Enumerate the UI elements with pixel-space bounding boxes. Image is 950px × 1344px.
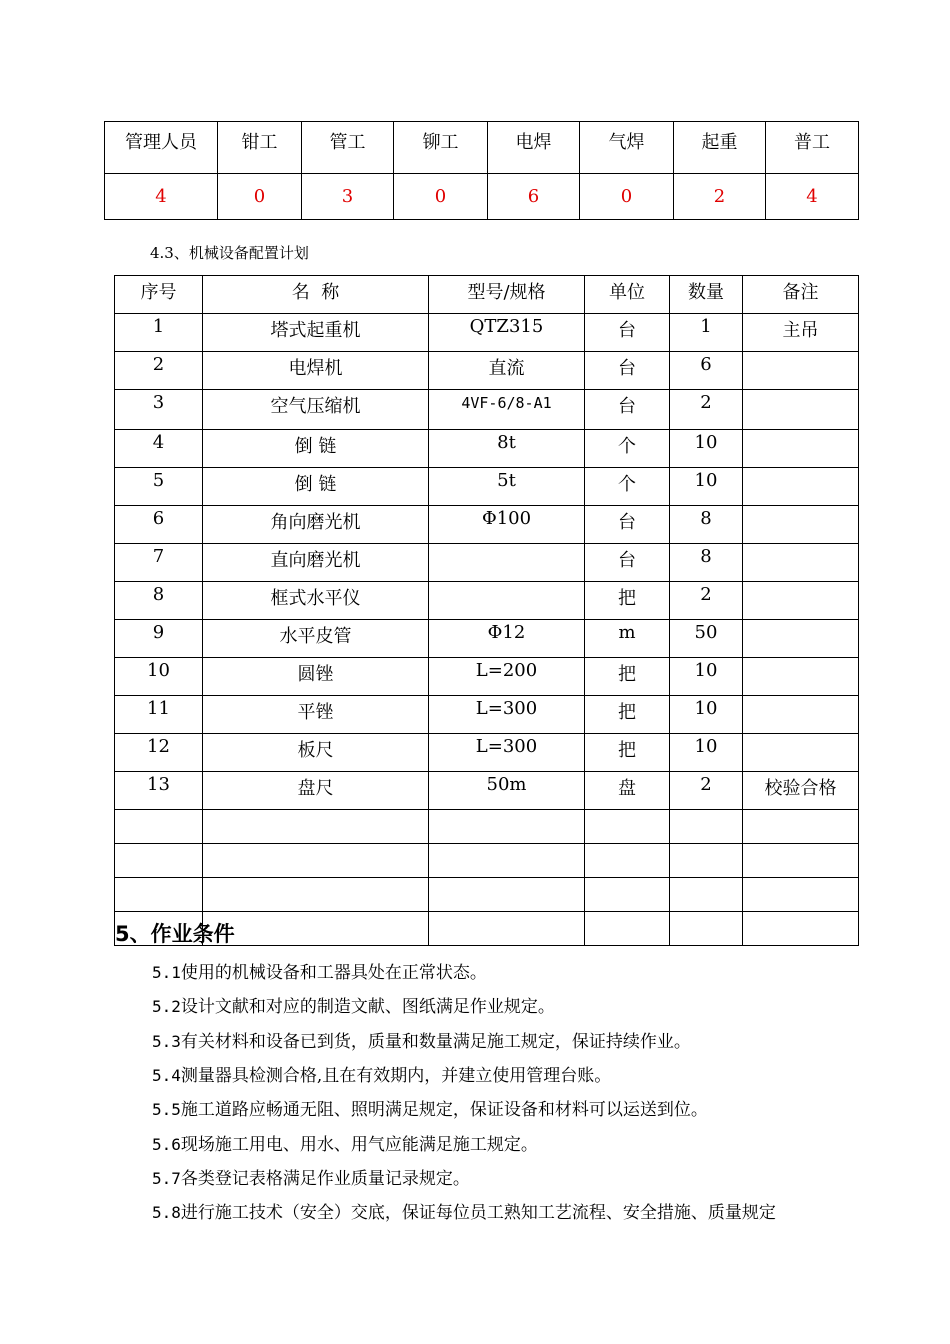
empty-table-cell [670,844,743,878]
labor-value-cell: 2 [674,174,766,220]
table-cell: L=200 [429,658,585,696]
table-row [115,314,859,352]
equipment-header-cell: 名 称 [203,276,429,314]
table-cell: 台 [585,544,670,582]
table-cell: 6 [115,506,203,544]
labor-header-cell: 气焊 [580,122,674,174]
condition-item-text: 进行施工技术（安全）交底，保证每位员工熟知工艺流程、安全措施、质量规定 [180,1203,776,1224]
table-cell: 5t [429,468,585,506]
table-cell: 校验合格 [743,772,859,810]
equipment-header-cell: 数量 [670,276,743,314]
table-row [115,544,859,582]
empty-table-cell [115,810,203,844]
table-cell: 10 [670,430,743,468]
labor-value-cell: 3 [302,174,394,220]
condition-item [152,958,487,983]
empty-table-cell [585,810,670,844]
labor-header-cell: 钳工 [218,122,302,174]
empty-table-cell [429,810,585,844]
condition-item-number: 5.7 [152,1168,181,1188]
empty-table-cell [429,844,585,878]
section-5-heading: 5、作业条件 [115,922,235,946]
equipment-header-cell: 单位 [585,276,670,314]
table-cell: 盘尺 [203,772,429,810]
table-cell: 把 [585,582,670,620]
condition-item [152,992,555,1017]
empty-table-cell [585,844,670,878]
empty-table-cell [203,810,429,844]
condition-item-number: 5.5 [152,1100,181,1120]
labor-header-cell: 管理人员 [105,122,218,174]
table-cell: 8 [115,582,203,620]
table-cell [743,544,859,582]
condition-item-text: 施工道路应畅通无阻、照明满足规定，保证设备和材料可以运送到位。 [180,1100,708,1121]
section-4-3-heading: 4.3、机械设备配置计划 [150,244,309,262]
labor-header-row [105,122,859,174]
table-cell: 9 [115,620,203,658]
condition-item-number: 5.3 [152,1031,181,1051]
equipment-header-cell: 序号 [115,276,203,314]
condition-item-number: 5.6 [152,1134,181,1154]
table-cell [743,658,859,696]
empty-table-cell [203,912,429,946]
empty-table-cell [743,878,859,912]
table-cell: 8t [429,430,585,468]
table-cell [743,390,859,430]
empty-table-cell [743,844,859,878]
condition-item [152,1061,611,1086]
table-row [115,352,859,390]
empty-table-cell [429,878,585,912]
table-cell: 把 [585,658,670,696]
equipment-header-row [115,276,859,314]
table-cell: 2 [670,582,743,620]
empty-table-cell [429,912,585,946]
labor-values-row [105,174,859,220]
table-cell: 主吊 [743,314,859,352]
table-cell: 10 [670,468,743,506]
table-cell: 台 [585,390,670,430]
table-cell: Φ100 [429,506,585,544]
equipment-header-cell: 备注 [743,276,859,314]
table-cell: 10 [670,734,743,772]
table-cell: QTZ315 [429,314,585,352]
table-row [115,734,859,772]
table-cell: 50m [429,772,585,810]
table-cell [743,352,859,390]
table-cell: 板尺 [203,734,429,772]
table-cell: m [585,620,670,658]
table-cell: 把 [585,734,670,772]
condition-item-number: 5.2 [152,997,181,1017]
empty-table-cell [115,844,203,878]
condition-item-text: 各类登记表格满足作业质量记录规定。 [180,1168,470,1189]
labor-value-cell: 0 [580,174,674,220]
table-row [115,658,859,696]
table-cell: 框式水平仪 [203,582,429,620]
table-row [115,696,859,734]
empty-table-row [115,810,859,844]
condition-item-text: 设计文献和对应的制造文献、图纸满足作业规定。 [180,997,555,1018]
equipment-table [114,275,859,946]
table-cell [429,544,585,582]
condition-item-text: 现场施工用电、用水、用气应能满足施工规定。 [180,1134,538,1155]
empty-table-cell [670,912,743,946]
table-cell: 台 [585,352,670,390]
table-cell: 5 [115,468,203,506]
condition-item-text: 使用的机械设备和工器具处在正常状态。 [180,963,487,983]
table-cell: 圆锉 [203,658,429,696]
condition-item [152,1027,691,1052]
empty-table-cell [585,878,670,912]
table-cell: L=300 [429,734,585,772]
table-cell [743,430,859,468]
table-cell: 50 [670,620,743,658]
condition-item-number: 5.8 [152,1203,181,1223]
labor-header-cell: 起重 [674,122,766,174]
table-cell: 1 [670,314,743,352]
condition-item [152,1130,538,1155]
table-cell: 2 [670,772,743,810]
table-cell: 台 [585,506,670,544]
labor-value-cell: 6 [488,174,580,220]
table-row [115,430,859,468]
condition-item [152,1095,708,1120]
table-cell: 2 [670,390,743,430]
labor-table [104,121,859,220]
table-row [115,390,859,430]
labor-value-cell: 0 [394,174,488,220]
empty-table-cell [115,878,203,912]
table-cell: 2 [115,352,203,390]
table-cell [743,582,859,620]
empty-table-row [115,844,859,878]
table-cell: 10 [670,658,743,696]
labor-value-cell: 4 [105,174,218,220]
table-cell: 4VF-6/8-A1 [429,390,585,430]
table-cell: 3 [115,390,203,430]
table-cell: 直流 [429,352,585,390]
table-cell: 10 [115,658,203,696]
labor-value-cell: 4 [766,174,859,220]
table-cell: 6 [670,352,743,390]
empty-table-cell [743,912,859,946]
table-row [115,506,859,544]
empty-table-cell [670,810,743,844]
table-cell: 直向磨光机 [203,544,429,582]
table-row [115,468,859,506]
labor-value-cell: 0 [218,174,302,220]
table-cell: 11 [115,696,203,734]
condition-item [152,1198,776,1223]
labor-header-cell: 铆工 [394,122,488,174]
table-cell [743,506,859,544]
table-cell: 4 [115,430,203,468]
table-cell: 空气压缩机 [203,390,429,430]
table-cell: 倒 链 [203,468,429,506]
table-row [115,620,859,658]
table-cell: 把 [585,696,670,734]
table-cell: 8 [670,506,743,544]
empty-table-cell [670,878,743,912]
table-cell: L=300 [429,696,585,734]
table-cell: 7 [115,544,203,582]
table-cell: 1 [115,314,203,352]
labor-header-cell: 普工 [766,122,859,174]
table-cell: 塔式起重机 [203,314,429,352]
table-cell [743,620,859,658]
condition-item-text: 测量器具检测合格,且在有效期内，并建立使用管理台账。 [180,1065,612,1086]
table-row [115,772,859,810]
table-cell: 13 [115,772,203,810]
table-cell: 盘 [585,772,670,810]
condition-item [152,1164,470,1189]
table-cell: 个 [585,468,670,506]
labor-header-cell: 电焊 [488,122,580,174]
condition-item-number: 5.1 [152,963,181,982]
table-cell: Φ12 [429,620,585,658]
equipment-header-cell: 型号/规格 [429,276,585,314]
table-cell: 12 [115,734,203,772]
table-cell: 个 [585,430,670,468]
empty-table-cell [585,912,670,946]
condition-item-number: 5.4 [152,1065,181,1085]
table-cell: 水平皮管 [203,620,429,658]
empty-table-cell [203,878,429,912]
table-cell [743,468,859,506]
table-cell: 角向磨光机 [203,506,429,544]
table-cell: 10 [670,696,743,734]
empty-table-row [115,878,859,912]
condition-item-text: 有关材料和设备已到货，质量和数量满足施工规定，保证持续作业。 [180,1031,691,1052]
table-cell: 电焊机 [203,352,429,390]
table-cell: 台 [585,314,670,352]
table-cell [429,582,585,620]
table-cell: 平锉 [203,696,429,734]
labor-header-cell: 管工 [302,122,394,174]
empty-table-cell [203,844,429,878]
table-cell [743,696,859,734]
table-cell [743,734,859,772]
empty-table-cell [743,810,859,844]
table-cell: 8 [670,544,743,582]
table-row [115,582,859,620]
table-cell: 倒 链 [203,430,429,468]
